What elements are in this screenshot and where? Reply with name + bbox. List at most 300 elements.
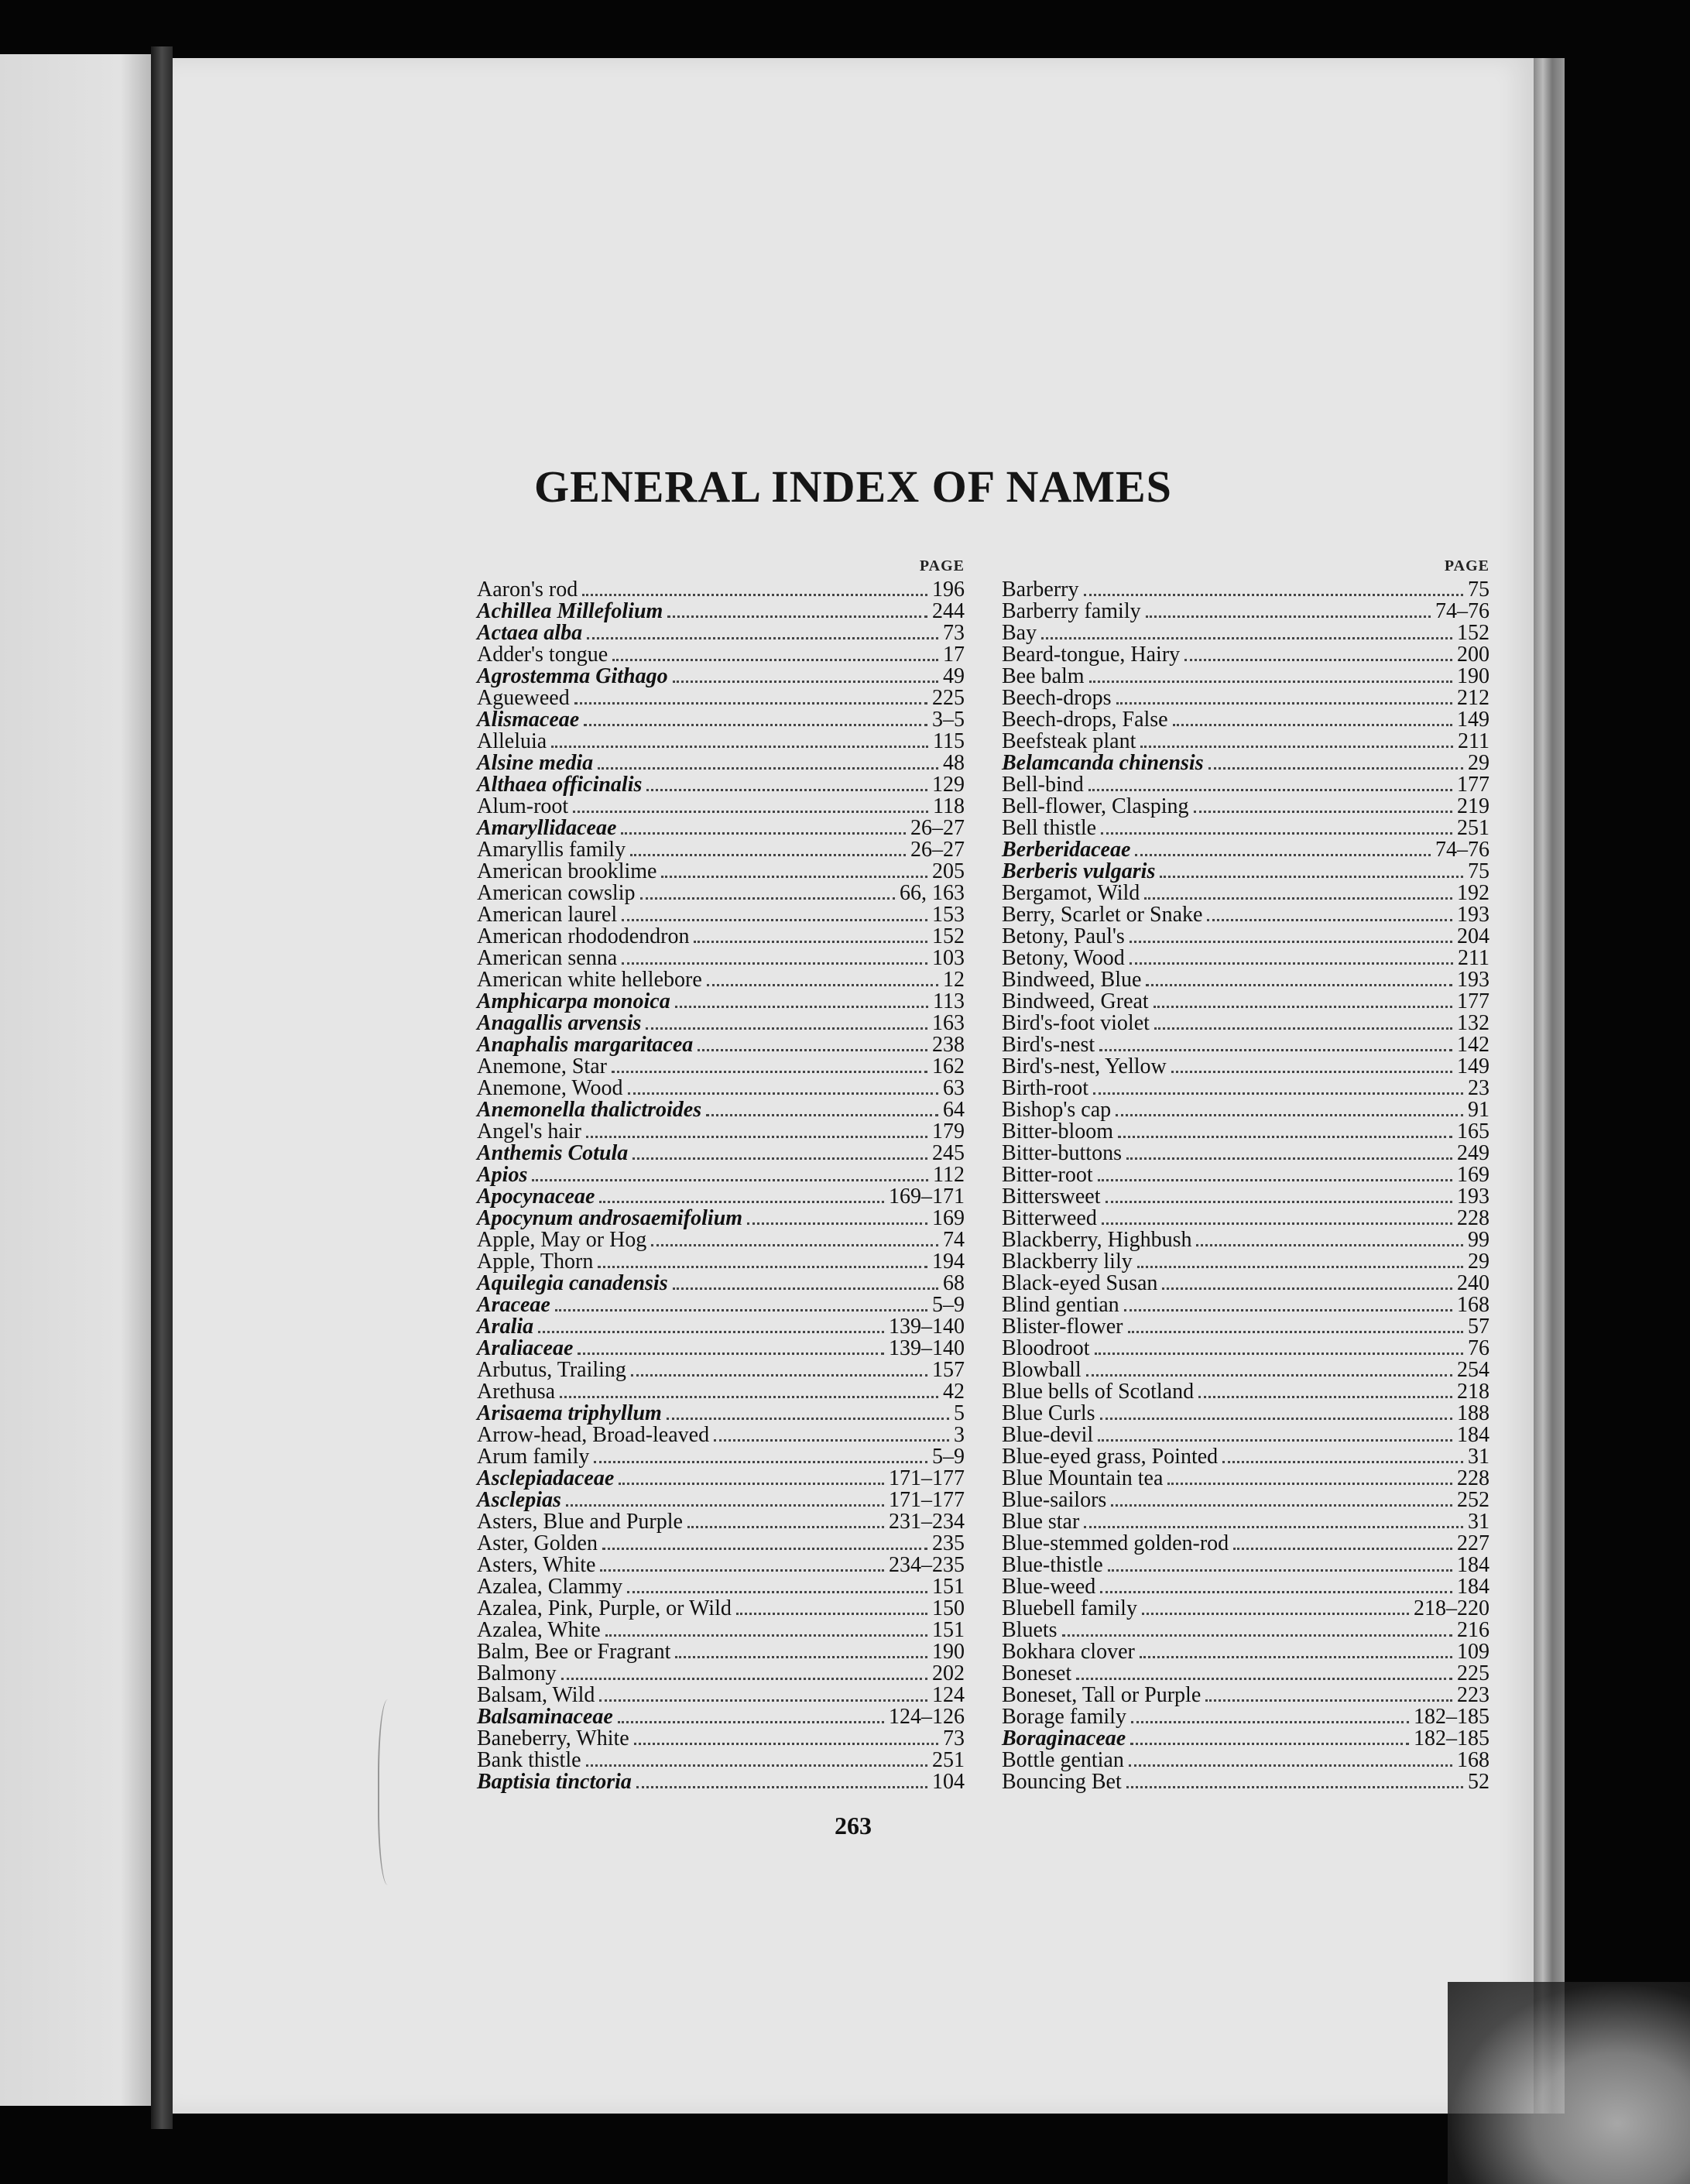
- index-entry: [477, 1143, 965, 1164]
- leader-dots: [1184, 653, 1452, 661]
- entry-page: 225: [932, 686, 965, 710]
- entry-page: 179: [932, 1119, 965, 1143]
- index-entry: [1002, 1576, 1489, 1598]
- leader-dots: [538, 1325, 884, 1333]
- leader-dots: [1102, 1216, 1452, 1225]
- entry-name: American senna: [477, 946, 618, 970]
- entry-page: 42: [943, 1380, 965, 1404]
- entry-page: 184: [1457, 1423, 1489, 1447]
- entry-name: Beard-tongue, Hairy: [1002, 643, 1181, 667]
- entry-page: 112: [933, 1163, 965, 1187]
- entry-name: Bokhara clover: [1002, 1640, 1135, 1664]
- index-entry: [477, 1403, 965, 1425]
- entry-page: 152: [1457, 621, 1489, 645]
- index-entry: [477, 1468, 965, 1490]
- entry-name: Adder's tongue: [477, 643, 608, 667]
- index-entry: [1002, 1511, 1489, 1533]
- entry-page: 244: [932, 599, 965, 623]
- entry-page: 12: [943, 968, 965, 992]
- index-entry: [1002, 601, 1489, 622]
- entry-page: 200: [1457, 643, 1489, 667]
- leader-dots: [1111, 1498, 1452, 1507]
- leader-dots: [1207, 913, 1452, 921]
- index-entry: [1002, 861, 1489, 883]
- entry-list: [477, 579, 965, 1793]
- leader-dots: [561, 1671, 927, 1680]
- leader-dots: [594, 1455, 927, 1463]
- index-entry: [1002, 904, 1489, 926]
- entry-name: Blister-flower: [1002, 1315, 1123, 1339]
- leader-dots: [698, 1043, 927, 1051]
- leader-dots: [1173, 718, 1452, 726]
- entry-name: Anemone, Star: [477, 1054, 607, 1078]
- leader-dots: [661, 869, 927, 878]
- leader-dots: [736, 1606, 927, 1615]
- leader-dots: [646, 783, 927, 791]
- entry-page: 168: [1457, 1748, 1489, 1772]
- index-entry: [1002, 1164, 1489, 1186]
- entry-name: Blue-devil: [1002, 1423, 1094, 1447]
- entry-page: 26–27: [910, 838, 965, 862]
- entry-page: 149: [1457, 1054, 1489, 1078]
- index-entry: [477, 1446, 965, 1468]
- entry-page: 252: [1457, 1488, 1489, 1512]
- leader-dots: [1084, 1520, 1463, 1528]
- leader-dots: [560, 1390, 938, 1398]
- entry-name: Asclepiadaceae: [477, 1466, 615, 1490]
- leader-dots: [1146, 609, 1431, 618]
- entry-page: 49: [943, 664, 965, 688]
- entry-page: 182–185: [1414, 1705, 1489, 1729]
- entry-page: 211: [1458, 729, 1489, 753]
- entry-name: Barberry family: [1002, 599, 1141, 623]
- entry-page: 66, 163: [900, 881, 965, 905]
- entry-name: Bluebell family: [1002, 1596, 1137, 1620]
- entry-page: 204: [1457, 924, 1489, 948]
- page-number: 263: [835, 1812, 872, 1839]
- index-entry: [1002, 1381, 1489, 1403]
- leader-dots: [587, 631, 938, 639]
- index-entry: [477, 1338, 965, 1359]
- page-stack-edge: [1534, 58, 1565, 2114]
- leader-dots: [1194, 804, 1453, 813]
- entry-name: Azalea, Clammy: [477, 1575, 623, 1599]
- index-entry: [477, 753, 965, 774]
- entry-name: American rhododendron: [477, 924, 690, 948]
- entry-name: Azalea, Pink, Purple, or Wild: [477, 1596, 732, 1620]
- index-entry: [1002, 1316, 1489, 1338]
- entry-name: Boneset: [1002, 1661, 1072, 1685]
- entry-page: 212: [1457, 686, 1489, 710]
- index-entry: [477, 1620, 965, 1641]
- index-entry: [1002, 1229, 1489, 1251]
- entry-name: Arbutus, Trailing: [477, 1358, 626, 1382]
- entry-name: Berry, Scarlet or Snake: [1002, 903, 1203, 927]
- entry-page: 188: [1457, 1401, 1489, 1425]
- entry-name: Alum-root: [477, 794, 569, 818]
- entry-name: Anemone, Wood: [477, 1076, 623, 1100]
- index-entry: [477, 1251, 965, 1273]
- leader-dots: [584, 718, 927, 726]
- entry-name: Amphicarpa monoica: [477, 989, 670, 1013]
- entry-name: Blue-eyed grass, Pointed: [1002, 1445, 1219, 1469]
- entry-name: Arrow-head, Broad-leaved: [477, 1423, 710, 1447]
- leader-dots: [1089, 674, 1452, 683]
- leader-dots: [1140, 1650, 1452, 1658]
- leader-dots: [1100, 1585, 1452, 1593]
- entry-page: 228: [1457, 1206, 1489, 1230]
- entry-name: Blackberry, Highbush: [1002, 1228, 1192, 1252]
- index-column-right: [1002, 557, 1489, 1793]
- entry-page: 113: [933, 989, 965, 1013]
- entry-page: 193: [1457, 968, 1489, 992]
- entry-name: Berberis vulgaris: [1002, 859, 1156, 883]
- index-entry: [1002, 579, 1489, 601]
- corner-damage: [1448, 1982, 1690, 2184]
- previous-page-edge: [0, 54, 151, 2106]
- entry-name: Aralia: [477, 1315, 534, 1339]
- index-entry: [477, 926, 965, 948]
- entry-page: 115: [933, 729, 965, 753]
- entry-page: 227: [1457, 1531, 1489, 1555]
- index-entry: [477, 1706, 965, 1728]
- entry-name: Blue bells of Scotland: [1002, 1380, 1195, 1404]
- entry-name: Blue star: [1002, 1510, 1080, 1534]
- leader-dots: [1128, 1325, 1463, 1333]
- entry-page: 196: [932, 578, 965, 602]
- entry-page: 73: [943, 621, 965, 645]
- entry-page: 68: [943, 1271, 965, 1295]
- entry-page: 193: [1457, 1185, 1489, 1209]
- leader-dots: [1126, 1151, 1452, 1160]
- leader-dots: [600, 1563, 884, 1572]
- leader-dots: [1095, 1346, 1463, 1355]
- entry-page: 169–171: [889, 1185, 965, 1209]
- leader-dots: [707, 978, 938, 986]
- index-entry: [477, 1078, 965, 1099]
- leader-dots: [1086, 1368, 1452, 1377]
- leader-dots: [632, 1151, 927, 1160]
- index-entry: [477, 687, 965, 709]
- leader-dots: [612, 1065, 927, 1073]
- entry-page: 29: [1468, 751, 1489, 775]
- entry-page: 48: [943, 751, 965, 775]
- leader-dots: [1130, 956, 1453, 965]
- entry-name: Bluets: [1002, 1618, 1058, 1642]
- leader-dots: [1116, 1108, 1463, 1116]
- leader-dots: [551, 739, 928, 748]
- entry-name: Bitter-bloom: [1002, 1119, 1114, 1143]
- leader-dots: [1137, 1260, 1463, 1268]
- entry-name: Alismaceae: [477, 708, 580, 732]
- leader-dots: [630, 848, 906, 856]
- entry-page: 163: [932, 1011, 965, 1035]
- index-entry: [1002, 1620, 1489, 1641]
- leader-dots: [1098, 1433, 1452, 1442]
- leader-dots: [714, 1433, 949, 1442]
- entry-page: 74: [943, 1228, 965, 1252]
- entry-page: 157: [932, 1358, 965, 1382]
- leader-dots: [1076, 1671, 1452, 1680]
- entry-name: Balsaminaceae: [477, 1705, 613, 1729]
- entry-page: 171–177: [889, 1466, 965, 1490]
- leader-dots: [651, 1238, 938, 1246]
- entry-page: 5–9: [932, 1293, 965, 1317]
- index-entry: [1002, 1099, 1489, 1121]
- leader-dots: [605, 1628, 927, 1637]
- entry-page: 104: [932, 1770, 965, 1794]
- entry-page: 169: [932, 1206, 965, 1230]
- index-entry: [477, 948, 965, 969]
- entry-page: 124–126: [889, 1705, 965, 1729]
- index-entry: [477, 1359, 965, 1381]
- leader-dots: [599, 1195, 884, 1203]
- entry-name: Bay: [1002, 621, 1037, 645]
- entry-page: 254: [1457, 1358, 1489, 1382]
- leader-dots: [1167, 1476, 1452, 1485]
- index-entry: [1002, 1403, 1489, 1425]
- index-entry: [477, 601, 965, 622]
- index-entry: [477, 1771, 965, 1793]
- index-entry: [1002, 1490, 1489, 1511]
- index-entry: [1002, 839, 1489, 861]
- index-entry: [1002, 774, 1489, 796]
- leader-dots: [673, 1281, 938, 1290]
- page-title: GENERAL INDEX OF NAMES: [534, 461, 1172, 512]
- index-entry: [477, 1013, 965, 1034]
- entry-name: Baptisia tinctoria: [477, 1770, 632, 1794]
- index-entry: [477, 1533, 965, 1555]
- index-entry: [1002, 1446, 1489, 1468]
- entry-name: Achillea Millefolium: [477, 599, 663, 623]
- leader-dots: [566, 1498, 884, 1507]
- entry-name: Bishop's cap: [1002, 1098, 1112, 1122]
- index-entry: [477, 861, 965, 883]
- index-entry: [477, 1121, 965, 1143]
- entry-name: Agrostemma Githago: [477, 664, 668, 688]
- leader-dots: [602, 1541, 927, 1550]
- entry-page: 142: [1457, 1033, 1489, 1057]
- index-entry: [1002, 1706, 1489, 1728]
- entry-page: 26–27: [910, 816, 965, 840]
- entry-page: 75: [1468, 859, 1489, 883]
- index-entry: [477, 1034, 965, 1056]
- leader-dots: [1162, 1281, 1452, 1290]
- entry-page: 3: [954, 1423, 965, 1447]
- entry-name: Amaryllis family: [477, 838, 626, 862]
- index-entry: [477, 904, 965, 926]
- entry-page: 109: [1457, 1640, 1489, 1664]
- entry-name: Bank thistle: [477, 1748, 581, 1772]
- page-column-header: PAGE: [919, 557, 965, 574]
- entry-page: 3–5: [932, 708, 965, 732]
- index-entry: [1002, 1121, 1489, 1143]
- leader-dots: [673, 674, 938, 683]
- leader-dots: [1106, 1195, 1452, 1203]
- entry-page: 235: [932, 1531, 965, 1555]
- entry-page: 150: [932, 1596, 965, 1620]
- leader-dots: [1233, 1541, 1452, 1550]
- index-entry: [477, 1164, 965, 1186]
- leader-dots: [599, 1693, 927, 1702]
- entry-name: Beech-drops, False: [1002, 708, 1168, 732]
- entry-page: 177: [1457, 989, 1489, 1013]
- margin-scratch-mark: [378, 1699, 403, 1885]
- entry-name: Blue-stemmed golden-rod: [1002, 1531, 1229, 1555]
- leader-dots: [586, 1130, 927, 1138]
- entry-name: Baneberry, White: [477, 1726, 629, 1750]
- leader-dots: [667, 609, 927, 618]
- index-entry: [1002, 926, 1489, 948]
- page-column-header: PAGE: [1444, 557, 1489, 574]
- leader-dots: [1101, 826, 1452, 835]
- index-entry: [477, 1381, 965, 1403]
- entry-name: Blue Curls: [1002, 1401, 1095, 1425]
- entry-name: Alsine media: [477, 751, 594, 775]
- leader-dots: [1088, 783, 1452, 791]
- index-entry: [477, 1685, 965, 1706]
- entry-name: Black-eyed Susan: [1002, 1271, 1158, 1295]
- index-entry: [477, 709, 965, 731]
- entry-name: Actaea alba: [477, 621, 583, 645]
- leader-dots: [1093, 1086, 1463, 1095]
- entry-name: Arisaema triphyllum: [477, 1401, 662, 1425]
- entry-page: 219: [1457, 794, 1489, 818]
- entry-name: Bitter-buttons: [1002, 1141, 1122, 1165]
- entry-page: 99: [1468, 1228, 1489, 1252]
- entry-name: American cowslip: [477, 881, 636, 905]
- entry-name: Bottle gentian: [1002, 1748, 1124, 1772]
- entry-name: Borage family: [1002, 1705, 1126, 1729]
- leader-dots: [687, 1520, 884, 1528]
- entry-page: 64: [943, 1098, 965, 1122]
- entry-name: Betony, Wood: [1002, 946, 1125, 970]
- index-entry: [1002, 818, 1489, 839]
- entry-name: Arethusa: [477, 1380, 556, 1404]
- entry-page: 194: [932, 1250, 965, 1274]
- entry-name: Bloodroot: [1002, 1336, 1090, 1360]
- entry-name: Althaea officinalis: [477, 773, 643, 797]
- entry-name: Balsam, Wild: [477, 1683, 595, 1707]
- entry-name: Apocynum androsaemifolium: [477, 1206, 743, 1230]
- entry-page: 29: [1468, 1250, 1489, 1274]
- entry-page: 17: [943, 643, 965, 667]
- leader-dots: [573, 804, 928, 813]
- leader-dots: [636, 1780, 927, 1788]
- index-entry: [1002, 1273, 1489, 1294]
- index-entry: [477, 1490, 965, 1511]
- index-entry: [477, 622, 965, 644]
- entry-page: 31: [1468, 1445, 1489, 1469]
- entry-name: Aster, Golden: [477, 1531, 598, 1555]
- leader-dots: [1124, 1303, 1452, 1311]
- index-entry: [1002, 1663, 1489, 1685]
- entry-page: 57: [1468, 1315, 1489, 1339]
- entry-name: Apios: [477, 1163, 528, 1187]
- index-entry: [1002, 883, 1489, 904]
- leader-dots: [1100, 1411, 1452, 1420]
- leader-dots: [1098, 1173, 1452, 1181]
- index-entry: [1002, 1208, 1489, 1229]
- entry-page: 103: [932, 946, 965, 970]
- leader-dots: [1222, 1455, 1463, 1463]
- index-entry: [1002, 1251, 1489, 1273]
- leader-dots: [555, 1303, 927, 1311]
- leader-dots: [1130, 934, 1452, 943]
- entry-name: Agueweed: [477, 686, 570, 710]
- entry-name: Apple, May or Hog: [477, 1228, 647, 1252]
- entry-page: 5: [954, 1401, 965, 1425]
- leader-dots: [1126, 1780, 1463, 1788]
- entry-name: Bindweed, Great: [1002, 989, 1149, 1013]
- entry-page: 74–76: [1435, 599, 1489, 623]
- entry-name: Blowball: [1002, 1358, 1082, 1382]
- entry-page: 52: [1468, 1770, 1489, 1794]
- index-entry: [1002, 1034, 1489, 1056]
- index-entry: [477, 1316, 965, 1338]
- entry-name: American laurel: [477, 903, 618, 927]
- leader-dots: [598, 1260, 927, 1268]
- entry-page: 223: [1457, 1683, 1489, 1707]
- entry-name: Asters, White: [477, 1553, 596, 1577]
- entry-page: 23: [1468, 1076, 1489, 1100]
- entry-page: 184: [1457, 1575, 1489, 1599]
- entry-page: 139–140: [889, 1315, 965, 1339]
- leader-dots: [598, 761, 938, 770]
- entry-page: 73: [943, 1726, 965, 1750]
- entry-page: 205: [932, 859, 965, 883]
- entry-name: Blue-thistle: [1002, 1553, 1103, 1577]
- entry-page: 225: [1457, 1661, 1489, 1685]
- leader-dots: [675, 999, 928, 1008]
- index-entry: [1002, 1056, 1489, 1078]
- index-entry: [1002, 948, 1489, 969]
- index-entry: [477, 969, 965, 991]
- entry-name: Araliaceae: [477, 1336, 574, 1360]
- entry-name: Arum family: [477, 1445, 590, 1469]
- entry-page: 192: [1457, 881, 1489, 905]
- index-entry: [1002, 1294, 1489, 1316]
- entry-name: Bee balm: [1002, 664, 1085, 688]
- entry-name: Blind gentian: [1002, 1293, 1119, 1317]
- leader-dots: [622, 956, 927, 965]
- entry-name: Amaryllidaceae: [477, 816, 617, 840]
- entry-name: Bird's-foot violet: [1002, 1011, 1150, 1035]
- entry-name: Bouncing Bet: [1002, 1770, 1122, 1794]
- book-binding: [151, 46, 173, 2129]
- index-entry: [477, 1728, 965, 1750]
- entry-name: Beefsteak plant: [1002, 729, 1136, 753]
- index-entry: [477, 1663, 965, 1685]
- index-entry: [477, 1294, 965, 1316]
- entry-page: 124: [932, 1683, 965, 1707]
- leader-dots: [1130, 1737, 1409, 1745]
- entry-name: Asters, Blue and Purple: [477, 1510, 683, 1534]
- leader-dots: [694, 934, 927, 943]
- entry-name: Boraginaceae: [1002, 1726, 1126, 1750]
- entry-name: Bell thistle: [1002, 816, 1097, 840]
- leader-dots: [1118, 1130, 1452, 1138]
- index-entry: [477, 818, 965, 839]
- entry-name: Anthemis Cotula: [477, 1141, 629, 1165]
- index-entry: [477, 731, 965, 753]
- index-entry: [477, 1273, 965, 1294]
- entry-page: 216: [1457, 1618, 1489, 1642]
- index-column-left: [477, 557, 965, 1793]
- entry-name: Anemonella thalictroides: [477, 1098, 702, 1122]
- entry-page: 118: [933, 794, 965, 818]
- entry-page: 168: [1457, 1293, 1489, 1317]
